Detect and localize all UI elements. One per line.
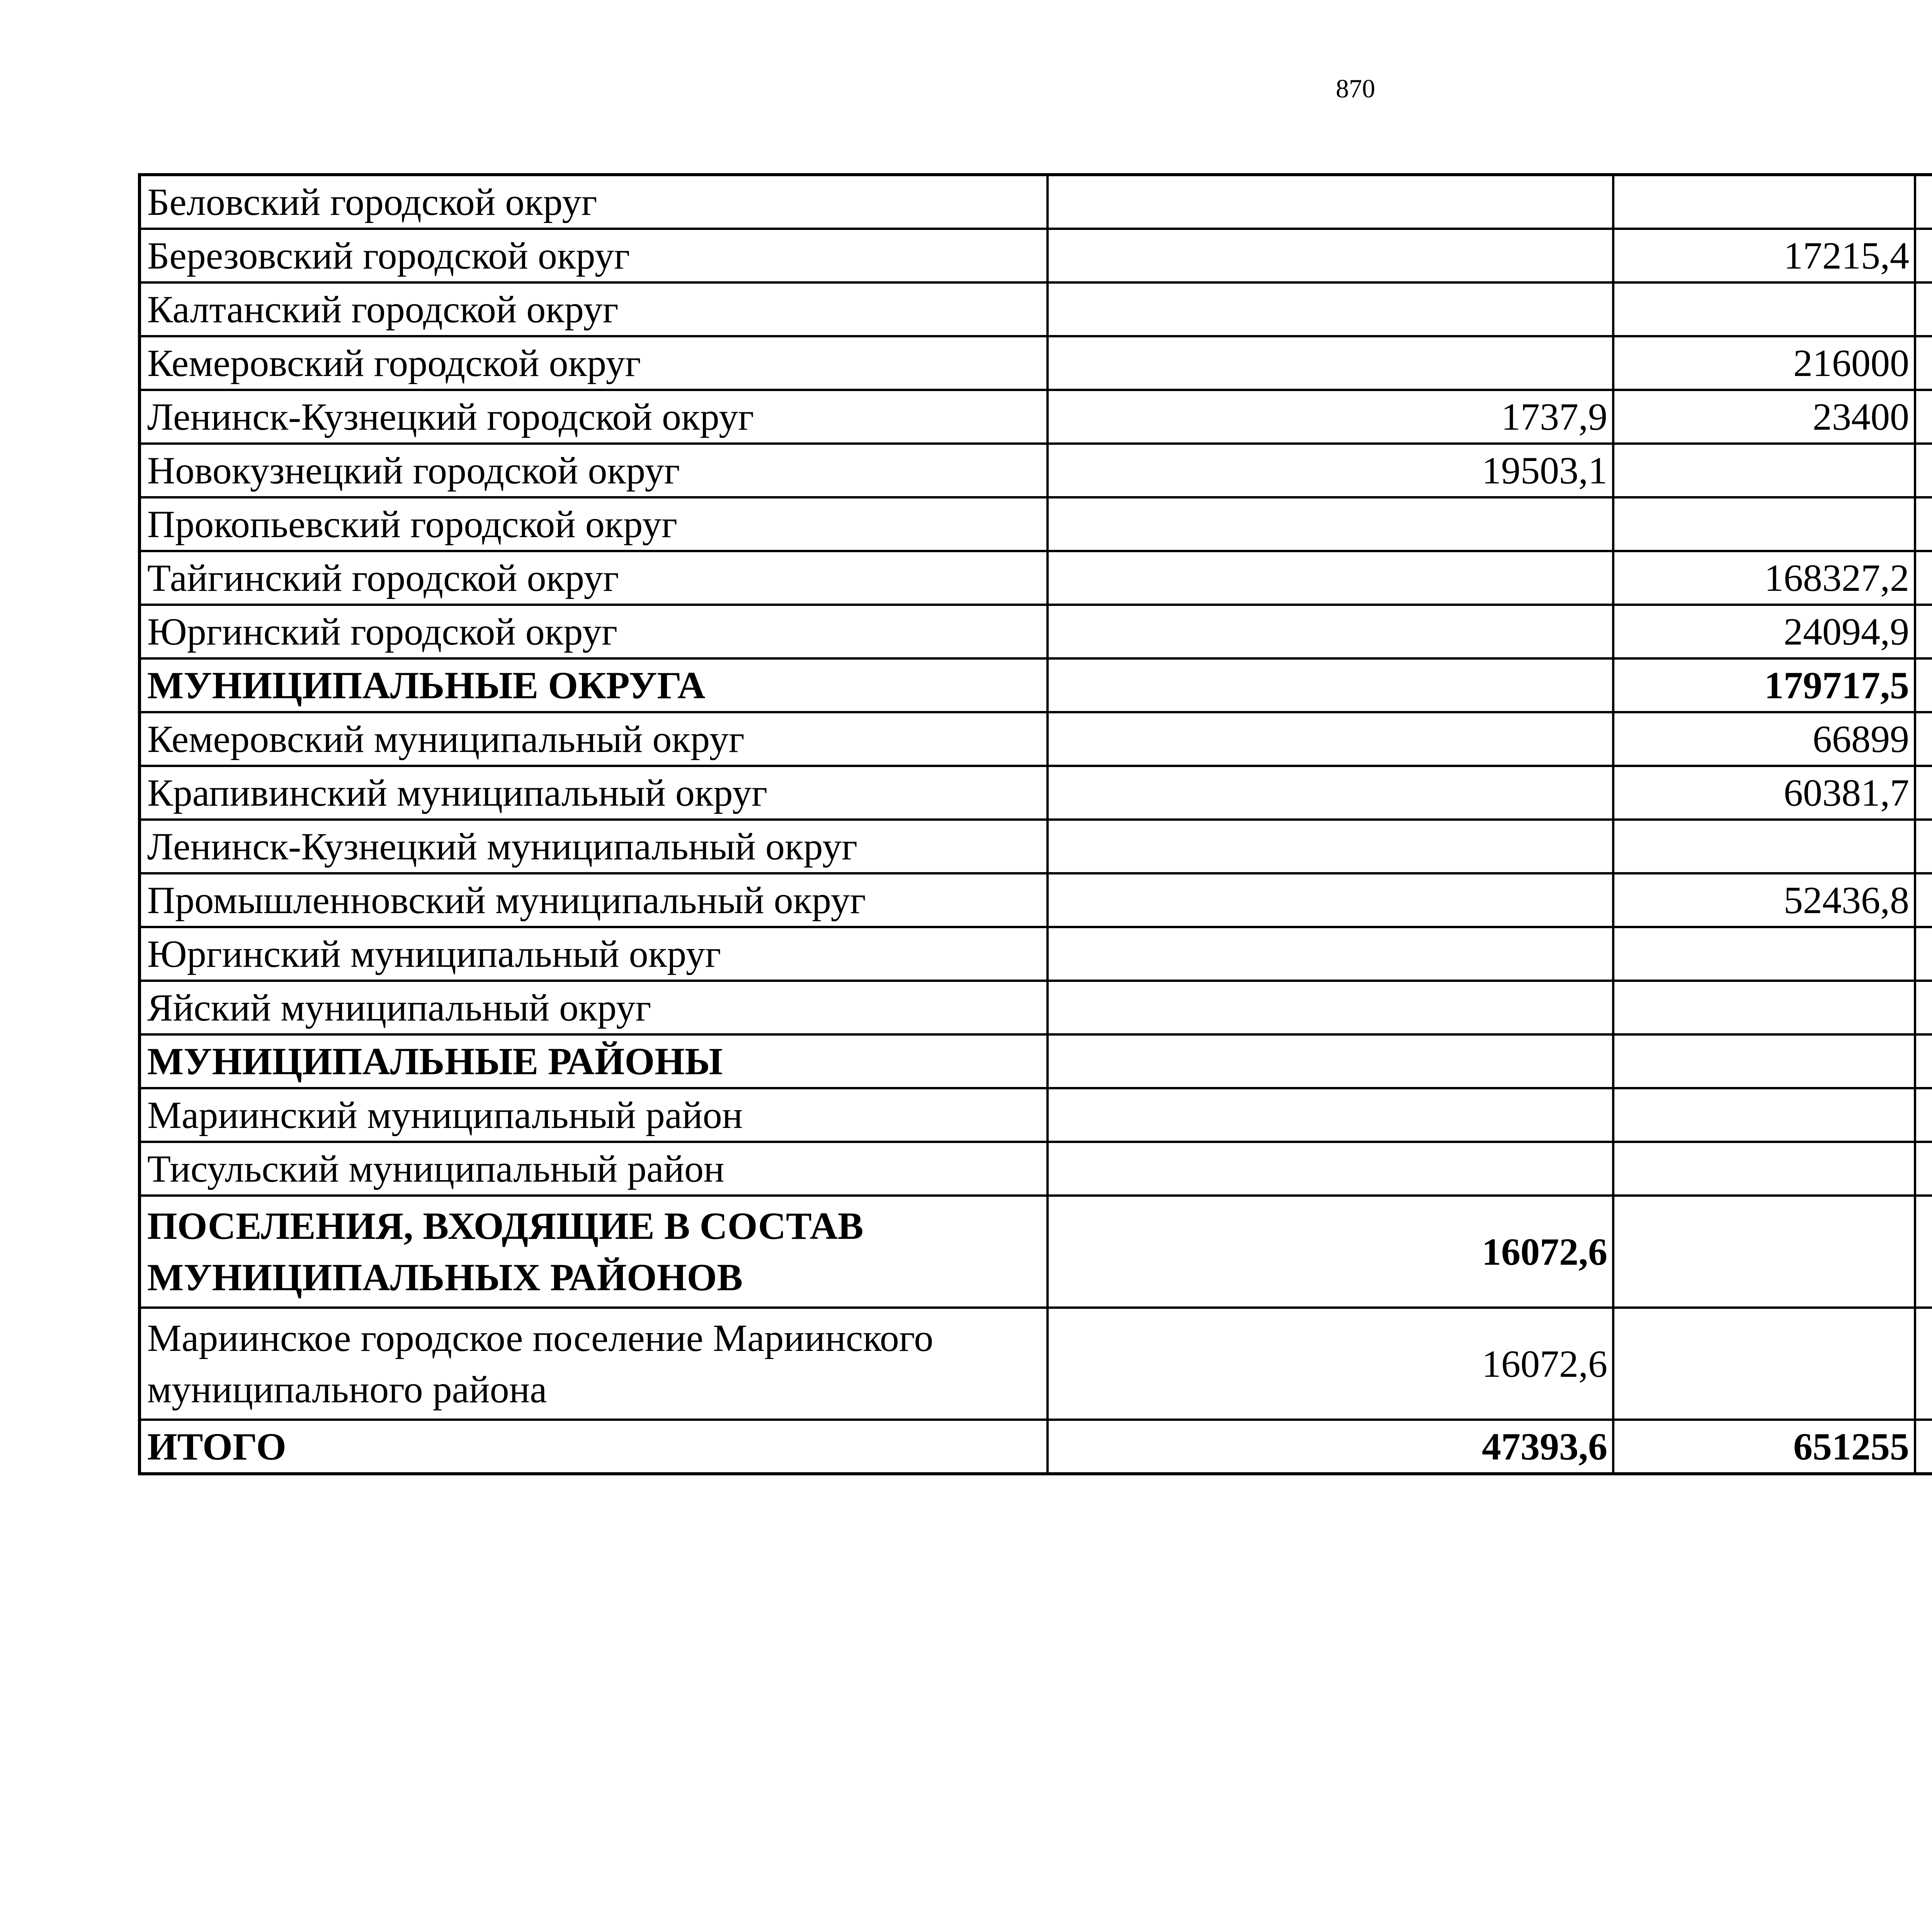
value-cell-col-1 [1048, 282, 1613, 336]
value-cell-col-2: 60381,7 [1613, 766, 1915, 820]
table-row [139, 336, 1932, 390]
value-cell-col-2 [1613, 981, 1915, 1034]
value-cell-col-3 [1915, 873, 1932, 927]
value-cell-col-2: 651255 [1613, 1420, 1915, 1474]
allocation-table [138, 173, 1932, 1475]
value-cell-col-1 [1048, 712, 1613, 766]
value-cell-col-3 [1915, 820, 1932, 873]
value-cell-col-3 [1915, 658, 1932, 712]
table-row [139, 282, 1932, 336]
value-cell-col-3 [1915, 282, 1932, 336]
value-cell-col-1 [1048, 927, 1613, 981]
table-row [139, 820, 1932, 873]
value-cell-col-2 [1613, 175, 1915, 229]
value-cell-col-2 [1613, 1308, 1915, 1420]
row-name-cell: Юргинский городской округ [139, 605, 1048, 658]
row-name-cell: Прокопьевский городской округ [139, 497, 1048, 551]
row-name-cell: Промышленновский муниципальный округ [139, 873, 1048, 927]
value-cell-col-2: 168327,2 [1613, 551, 1915, 605]
value-cell-col-1 [1048, 658, 1613, 712]
value-cell-col-1 [1048, 981, 1613, 1034]
value-cell-col-2: 23400 [1613, 390, 1915, 444]
value-cell-col-2: 17215,4 [1613, 229, 1915, 282]
row-name-cell: Мариинский муниципальный район [139, 1088, 1048, 1142]
row-name-cell: Тисульский муниципальный район [139, 1142, 1048, 1196]
table-row [139, 497, 1932, 551]
value-cell-col-1 [1048, 1142, 1613, 1196]
row-name-cell: МУНИЦИПАЛЬНЫЕ ОКРУГА [139, 658, 1048, 712]
value-cell-col-3 [1915, 390, 1932, 444]
table-row [139, 658, 1932, 712]
value-cell-col-2: 216000 [1613, 336, 1915, 390]
row-name-cell: Ленинск-Кузнецкий муниципальный округ [139, 820, 1048, 873]
value-cell-col-2 [1613, 1196, 1915, 1308]
value-cell-col-1: 16072,6 [1048, 1196, 1613, 1308]
value-cell-col-3 [1915, 497, 1932, 551]
value-cell-col-1: 47393,6 [1048, 1420, 1613, 1474]
row-name-cell: Беловский городской округ [139, 175, 1048, 229]
table-row [139, 1088, 1932, 1142]
row-name-cell: Крапивинский муниципальный округ [139, 766, 1048, 820]
value-cell-col-1 [1048, 175, 1613, 229]
value-cell-col-2 [1613, 820, 1915, 873]
row-name-cell: ИТОГО [139, 1420, 1048, 1474]
table-row [139, 605, 1932, 658]
row-name-cell: МУНИЦИПАЛЬНЫЕ РАЙОНЫ [139, 1034, 1048, 1088]
table-row [139, 229, 1932, 282]
value-cell-col-3 [1915, 927, 1932, 981]
value-cell-col-2: 66899 [1613, 712, 1915, 766]
value-cell-col-1: 16072,6 [1048, 1308, 1613, 1420]
value-cell-col-3 [1915, 1196, 1932, 1308]
row-name-cell: ПОСЕЛЕНИЯ, ВХОДЯЩИЕ В СОСТАВ МУНИЦИПАЛЬНЫХ РАЙОНОВ [139, 1196, 1048, 1308]
value-cell-col-3 [1915, 1308, 1932, 1420]
value-cell-col-2: 24094,9 [1613, 605, 1915, 658]
row-name-cell: Мариинское городское поселение Мариинского муниципального района [139, 1308, 1048, 1420]
value-cell-col-2: 179717,5 [1613, 658, 1915, 712]
table-row [139, 712, 1932, 766]
value-cell-col-2: 52436,8 [1613, 873, 1915, 927]
row-name-cell: Тайгинский городской округ [139, 551, 1048, 605]
value-cell-col-1 [1048, 1034, 1613, 1088]
value-cell-col-2 [1613, 282, 1915, 336]
value-cell-col-2 [1613, 1034, 1915, 1088]
table-row [139, 444, 1932, 497]
page-number: 870 [1336, 74, 1375, 103]
value-cell-col-1: 19503,1 [1048, 444, 1613, 497]
row-name-cell: Кемеровский городской округ [139, 336, 1048, 390]
value-cell-col-2 [1613, 927, 1915, 981]
value-cell-col-3 [1915, 1142, 1932, 1196]
table-row [139, 1196, 1932, 1308]
table-row [139, 390, 1932, 444]
value-cell-col-3 [1915, 605, 1932, 658]
table-row [139, 1420, 1932, 1474]
value-cell-col-2 [1613, 1142, 1915, 1196]
allocation-table-wrapper [138, 173, 1932, 1475]
value-cell-col-1 [1048, 820, 1613, 873]
value-cell-col-1 [1048, 1088, 1613, 1142]
table-row [139, 175, 1932, 229]
table-row [139, 766, 1932, 820]
table-row [139, 873, 1932, 927]
value-cell-col-3 [1915, 1420, 1932, 1474]
value-cell-col-1 [1048, 605, 1613, 658]
value-cell-col-1 [1048, 229, 1613, 282]
table-body [139, 175, 1932, 1474]
value-cell-col-3 [1915, 1088, 1932, 1142]
value-cell-col-1 [1048, 336, 1613, 390]
value-cell-col-3 [1915, 229, 1932, 282]
value-cell-col-3 [1915, 981, 1932, 1034]
value-cell-col-1 [1048, 497, 1613, 551]
value-cell-col-3 [1915, 712, 1932, 766]
value-cell-col-3 [1915, 551, 1932, 605]
value-cell-col-1 [1048, 551, 1613, 605]
value-cell-col-1: 1737,9 [1048, 390, 1613, 444]
row-name-cell: Яйский муниципальный округ [139, 981, 1048, 1034]
value-cell-col-3 [1915, 336, 1932, 390]
value-cell-col-3 [1915, 444, 1932, 497]
row-name-cell: Березовский городской округ [139, 229, 1048, 282]
value-cell-col-3 [1915, 175, 1932, 229]
value-cell-col-2 [1613, 1088, 1915, 1142]
table-row [139, 1142, 1932, 1196]
row-name-cell: Юргинский муниципальный округ [139, 927, 1048, 981]
table-row [139, 1308, 1932, 1420]
value-cell-col-1 [1048, 873, 1613, 927]
row-name-cell: Новокузнецкий городской округ [139, 444, 1048, 497]
value-cell-col-2 [1613, 497, 1915, 551]
row-name-cell: Ленинск-Кузнецкий городской округ [139, 390, 1048, 444]
value-cell-col-3 [1915, 1034, 1932, 1088]
row-name-cell: Калтанский городской округ [139, 282, 1048, 336]
row-name-cell: Кемеровский муниципальный округ [139, 712, 1048, 766]
table-row [139, 1034, 1932, 1088]
table-row [139, 981, 1932, 1034]
value-cell-col-1 [1048, 766, 1613, 820]
value-cell-col-3 [1915, 766, 1932, 820]
table-row [139, 927, 1932, 981]
table-row [139, 551, 1932, 605]
value-cell-col-2 [1613, 444, 1915, 497]
